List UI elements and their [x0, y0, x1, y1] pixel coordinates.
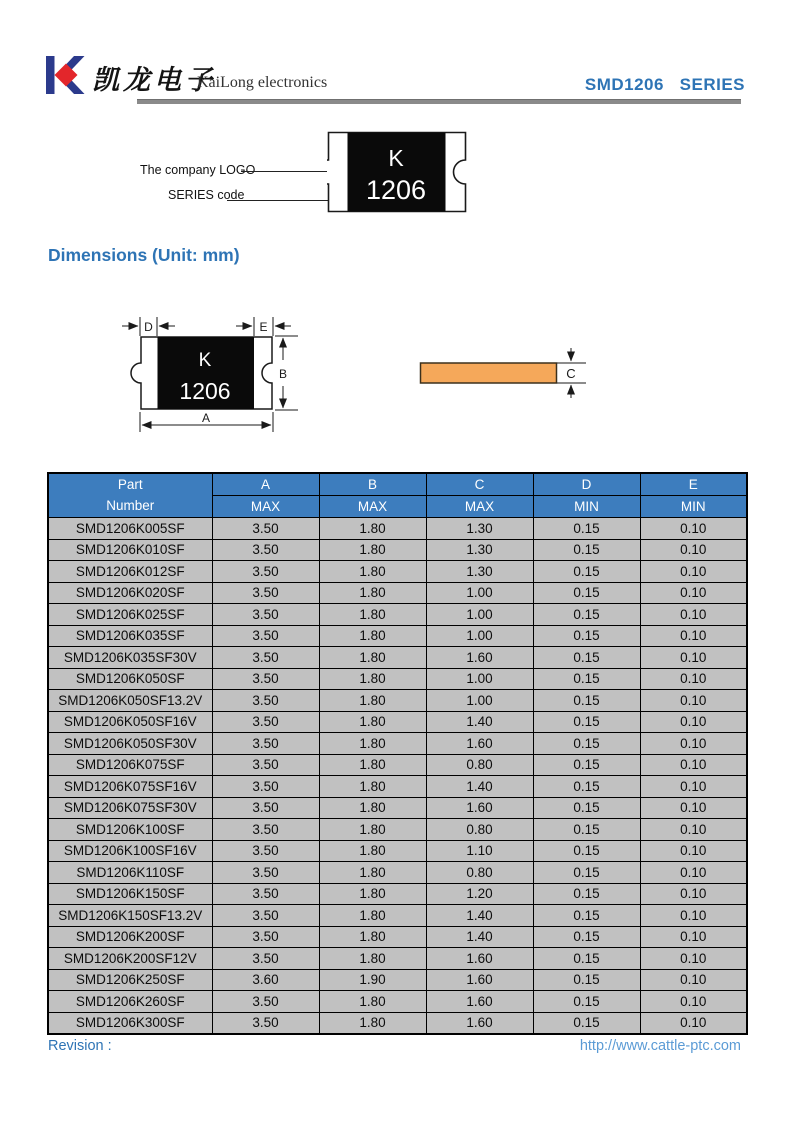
table-row [48, 625, 747, 647]
value-cell-e: 0.10 [640, 711, 747, 733]
callout-series-code: SERIES code [168, 188, 245, 202]
value-cell-a: 3.50 [212, 733, 319, 755]
value-cell-a: 3.50 [212, 905, 319, 927]
part-number-cell: SMD1206K025SF [48, 604, 212, 626]
part-number-cell: SMD1206K075SF [48, 754, 212, 776]
part-number-cell: SMD1206K050SF13.2V [48, 690, 212, 712]
value-cell-e: 0.10 [640, 582, 747, 604]
value-cell-b: 1.80 [319, 840, 426, 862]
value-cell-a: 3.50 [212, 819, 319, 841]
value-cell-d: 0.15 [533, 797, 640, 819]
value-cell-c: 1.60 [426, 733, 533, 755]
value-cell-d: 0.15 [533, 604, 640, 626]
column-header-d: D [533, 473, 640, 496]
value-cell-a: 3.50 [212, 754, 319, 776]
value-cell-a: 3.50 [212, 883, 319, 905]
part-number-cell: SMD1206K200SF12V [48, 948, 212, 970]
value-cell-b: 1.80 [319, 776, 426, 798]
value-cell-c: 1.00 [426, 690, 533, 712]
smd-chip-illustration [327, 131, 467, 213]
part-number-cell: SMD1206K110SF [48, 862, 212, 884]
revision-label: Revision : [48, 1038, 112, 1054]
table-row [48, 754, 747, 776]
value-cell-c: 0.80 [426, 862, 533, 884]
limit-header-d: MIN [533, 496, 640, 518]
column-header-e: E [640, 473, 747, 496]
value-cell-b: 1.80 [319, 754, 426, 776]
value-cell-a: 3.50 [212, 539, 319, 561]
value-cell-d: 0.15 [533, 582, 640, 604]
dim-label-e: E [259, 320, 268, 334]
value-cell-d: 0.15 [533, 1012, 640, 1034]
value-cell-c: 1.40 [426, 711, 533, 733]
value-cell-e: 0.10 [640, 561, 747, 583]
value-cell-c: 1.60 [426, 647, 533, 669]
value-cell-d: 0.15 [533, 690, 640, 712]
value-cell-e: 0.10 [640, 991, 747, 1013]
part-number-cell: SMD1206K050SF16V [48, 711, 212, 733]
value-cell-d: 0.15 [533, 862, 640, 884]
value-cell-d: 0.15 [533, 733, 640, 755]
table-row [48, 926, 747, 948]
part-header-line2: Number [106, 497, 155, 513]
value-cell-c: 1.40 [426, 776, 533, 798]
value-cell-d: 0.15 [533, 969, 640, 991]
table-row [48, 668, 747, 690]
value-cell-c: 1.00 [426, 582, 533, 604]
value-cell-c: 1.00 [426, 668, 533, 690]
value-cell-e: 0.10 [640, 797, 747, 819]
dimensions-heading: Dimensions (Unit: mm) [48, 245, 240, 265]
table-row [48, 797, 747, 819]
table-row [48, 711, 747, 733]
value-cell-d: 0.15 [533, 883, 640, 905]
value-cell-e: 0.10 [640, 840, 747, 862]
part-number-cell: SMD1206K150SF [48, 883, 212, 905]
value-cell-e: 0.10 [640, 776, 747, 798]
table-row [48, 862, 747, 884]
value-cell-b: 1.80 [319, 819, 426, 841]
value-cell-a: 3.50 [212, 840, 319, 862]
kailong-logo-icon [46, 56, 86, 94]
value-cell-e: 0.10 [640, 862, 747, 884]
value-cell-c: 1.30 [426, 561, 533, 583]
value-cell-e: 0.10 [640, 518, 747, 540]
value-cell-a: 3.60 [212, 969, 319, 991]
column-header-c: C [426, 473, 533, 496]
table-row [48, 991, 747, 1013]
value-cell-d: 0.15 [533, 991, 640, 1013]
value-cell-a: 3.50 [212, 797, 319, 819]
value-cell-c: 1.60 [426, 1012, 533, 1034]
value-cell-c: 1.20 [426, 883, 533, 905]
value-cell-d: 0.15 [533, 926, 640, 948]
part-number-cell: SMD1206K075SF16V [48, 776, 212, 798]
value-cell-c: 1.10 [426, 840, 533, 862]
value-cell-e: 0.10 [640, 733, 747, 755]
value-cell-e: 0.10 [640, 539, 747, 561]
value-cell-d: 0.15 [533, 625, 640, 647]
value-cell-e: 0.10 [640, 1012, 747, 1034]
value-cell-c: 1.60 [426, 969, 533, 991]
value-cell-a: 3.50 [212, 668, 319, 690]
part-number-cell: SMD1206K200SF [48, 926, 212, 948]
value-cell-b: 1.80 [319, 625, 426, 647]
part-header-line1: Part [117, 476, 143, 492]
dim-label-a: A [201, 411, 211, 425]
part-number-cell: SMD1206K300SF [48, 1012, 212, 1034]
company-name-english: KaiLong electronics [197, 74, 328, 91]
value-cell-d: 0.15 [533, 668, 640, 690]
value-cell-d: 0.15 [533, 948, 640, 970]
value-cell-b: 1.80 [319, 690, 426, 712]
part-number-cell: SMD1206K250SF [48, 969, 212, 991]
value-cell-e: 0.10 [640, 668, 747, 690]
part-number-cell: SMD1206K260SF [48, 991, 212, 1013]
series-title: SMD1206 SERIES [584, 75, 745, 94]
value-cell-c: 1.40 [426, 926, 533, 948]
limit-header-c: MAX [426, 496, 533, 518]
value-cell-a: 3.50 [212, 561, 319, 583]
part-number-cell: SMD1206K035SF [48, 625, 212, 647]
value-cell-b: 1.80 [319, 926, 426, 948]
value-cell-c: 1.00 [426, 604, 533, 626]
value-cell-d: 0.15 [533, 840, 640, 862]
table-row [48, 776, 747, 798]
value-cell-b: 1.80 [319, 948, 426, 970]
table-row [48, 539, 747, 561]
value-cell-c: 0.80 [426, 754, 533, 776]
value-cell-e: 0.10 [640, 969, 747, 991]
table-row [48, 819, 747, 841]
table-row [48, 840, 747, 862]
part-number-cell: SMD1206K050SF [48, 668, 212, 690]
part-number-cell: SMD1206K100SF [48, 819, 212, 841]
value-cell-b: 1.90 [319, 969, 426, 991]
top-view-dimension-diagram [118, 310, 303, 440]
table-row [48, 582, 747, 604]
part-number-cell: SMD1206K035SF30V [48, 647, 212, 669]
callout-company-logo: The company LOGO [140, 163, 256, 177]
table-row [48, 969, 747, 991]
value-cell-b: 1.80 [319, 711, 426, 733]
value-cell-d: 0.15 [533, 647, 640, 669]
part-number-cell: SMD1206K050SF30V [48, 733, 212, 755]
limit-header-a: MAX [212, 496, 319, 518]
table-row [48, 948, 747, 970]
dim-label-c: C [566, 366, 576, 381]
value-cell-a: 3.50 [212, 1012, 319, 1034]
value-cell-a: 3.50 [212, 690, 319, 712]
value-cell-d: 0.15 [533, 561, 640, 583]
value-cell-d: 0.15 [533, 518, 640, 540]
part-number-cell: SMD1206K150SF13.2V [48, 905, 212, 927]
value-cell-e: 0.10 [640, 754, 747, 776]
table-header-row [48, 473, 747, 496]
value-cell-b: 1.80 [319, 1012, 426, 1034]
table-row [48, 905, 747, 927]
value-cell-d: 0.15 [533, 776, 640, 798]
value-cell-d: 0.15 [533, 819, 640, 841]
value-cell-c: 1.30 [426, 518, 533, 540]
value-cell-c: 1.60 [426, 991, 533, 1013]
table-row [48, 518, 747, 540]
value-cell-e: 0.10 [640, 883, 747, 905]
dimensions-table [47, 472, 748, 1035]
value-cell-c: 1.30 [426, 539, 533, 561]
value-cell-d: 0.15 [533, 905, 640, 927]
value-cell-a: 3.50 [212, 926, 319, 948]
value-cell-d: 0.15 [533, 711, 640, 733]
value-cell-a: 3.50 [212, 625, 319, 647]
value-cell-c: 1.00 [426, 625, 533, 647]
chip-marking-logo: K [388, 145, 404, 171]
value-cell-e: 0.10 [640, 948, 747, 970]
diagram-marking-logo: K [198, 350, 212, 371]
table-row [48, 690, 747, 712]
table-body [48, 518, 747, 1035]
value-cell-a: 3.50 [212, 948, 319, 970]
value-cell-b: 1.80 [319, 991, 426, 1013]
value-cell-e: 0.10 [640, 905, 747, 927]
value-cell-a: 3.50 [212, 711, 319, 733]
value-cell-a: 3.50 [212, 582, 319, 604]
value-cell-b: 1.80 [319, 647, 426, 669]
diagram-marking-series: 1206 [179, 378, 231, 404]
value-cell-a: 3.50 [212, 862, 319, 884]
table-row [48, 733, 747, 755]
part-number-cell: SMD1206K010SF [48, 539, 212, 561]
part-number-cell: SMD1206K005SF [48, 518, 212, 540]
value-cell-b: 1.80 [319, 539, 426, 561]
value-cell-b: 1.80 [319, 668, 426, 690]
table-row [48, 561, 747, 583]
side-view-dimension-diagram [418, 345, 598, 407]
value-cell-a: 3.50 [212, 604, 319, 626]
value-cell-e: 0.10 [640, 819, 747, 841]
limit-header-b: MAX [319, 496, 426, 518]
value-cell-b: 1.80 [319, 797, 426, 819]
website-link[interactable]: http://www.cattle-ptc.com [579, 1038, 741, 1054]
value-cell-b: 1.80 [319, 905, 426, 927]
value-cell-c: 1.60 [426, 797, 533, 819]
value-cell-c: 1.40 [426, 905, 533, 927]
column-header-b: B [319, 473, 426, 496]
value-cell-c: 0.80 [426, 819, 533, 841]
value-cell-b: 1.80 [319, 604, 426, 626]
value-cell-e: 0.10 [640, 647, 747, 669]
dim-label-d: D [144, 320, 153, 334]
table-row [48, 883, 747, 905]
value-cell-b: 1.80 [319, 883, 426, 905]
column-header-a: A [212, 473, 319, 496]
limit-header-e: MIN [640, 496, 747, 518]
value-cell-d: 0.15 [533, 539, 640, 561]
value-cell-e: 0.10 [640, 625, 747, 647]
part-number-cell: SMD1206K012SF [48, 561, 212, 583]
value-cell-d: 0.15 [533, 754, 640, 776]
part-number-cell: SMD1206K075SF30V [48, 797, 212, 819]
chip-marking-series: 1206 [365, 175, 427, 205]
part-number-cell: SMD1206K100SF16V [48, 840, 212, 862]
value-cell-b: 1.80 [319, 733, 426, 755]
table-row [48, 647, 747, 669]
value-cell-a: 3.50 [212, 991, 319, 1013]
table-row [48, 604, 747, 626]
company-name-chinese: 凯龙电子 [92, 65, 216, 96]
part-number-cell: SMD1206K020SF [48, 582, 212, 604]
value-cell-b: 1.80 [319, 862, 426, 884]
table-row [48, 1012, 747, 1034]
value-cell-a: 3.50 [212, 776, 319, 798]
column-header-part-number [48, 473, 212, 518]
value-cell-b: 1.80 [319, 582, 426, 604]
value-cell-e: 0.10 [640, 604, 747, 626]
value-cell-a: 3.50 [212, 518, 319, 540]
value-cell-a: 3.50 [212, 647, 319, 669]
value-cell-e: 0.10 [640, 690, 747, 712]
dim-label-b: B [278, 367, 288, 381]
header-divider [137, 99, 741, 104]
value-cell-c: 1.60 [426, 948, 533, 970]
value-cell-e: 0.10 [640, 926, 747, 948]
value-cell-b: 1.80 [319, 561, 426, 583]
value-cell-b: 1.80 [319, 518, 426, 540]
